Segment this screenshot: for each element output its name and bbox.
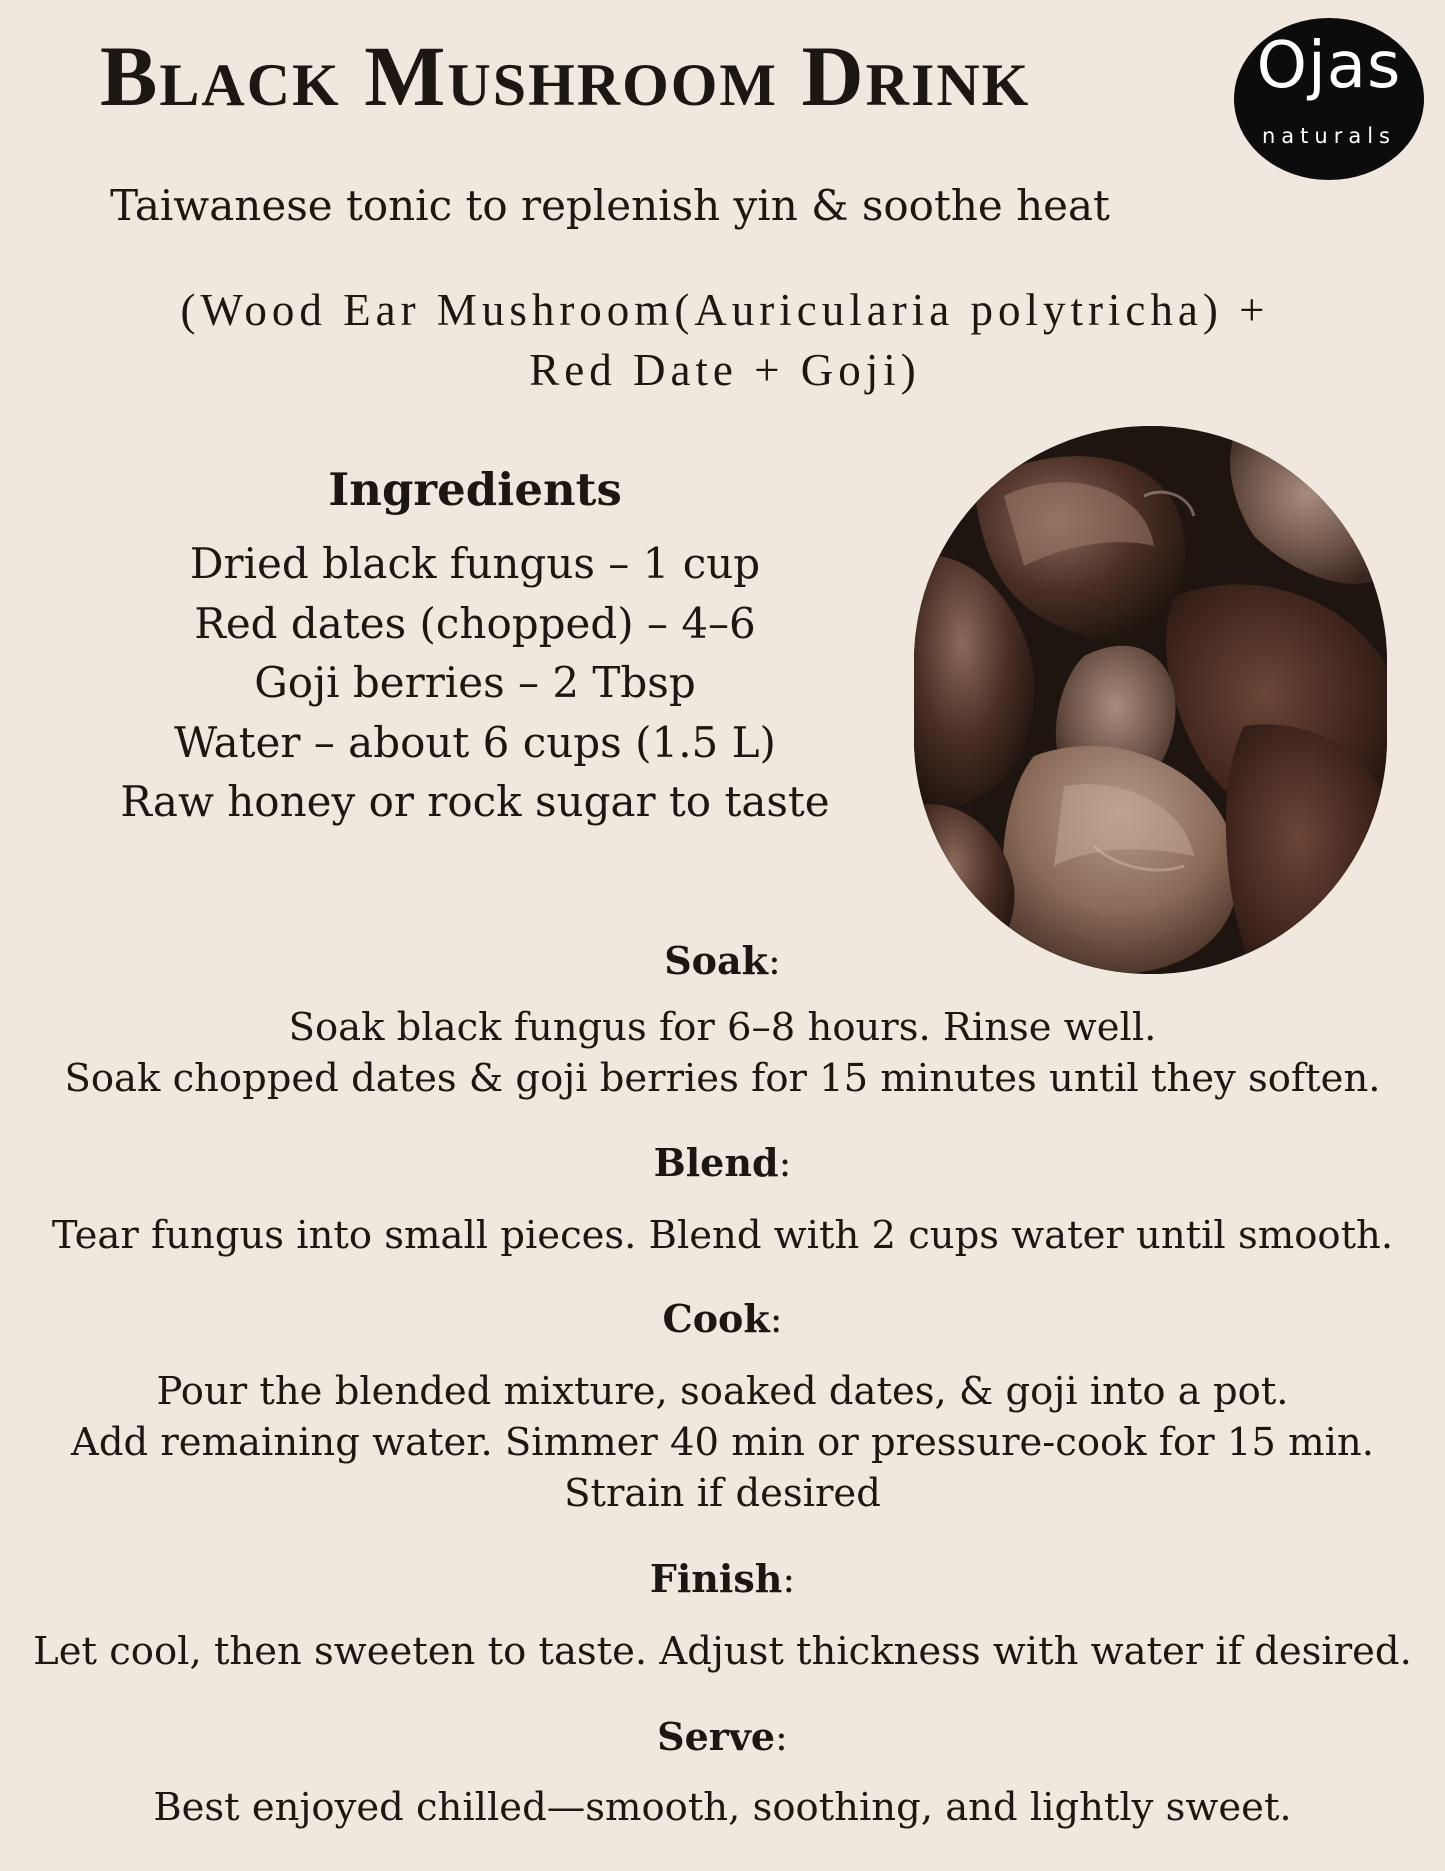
step-line: Strain if desired xyxy=(564,1471,881,1516)
step-title: Serve xyxy=(657,1714,776,1759)
step-text-blend xyxy=(20,1210,1425,1261)
formula xyxy=(40,280,1410,400)
step-title: Soak xyxy=(664,938,768,983)
logo-name: Ojas xyxy=(1256,29,1402,103)
step-heading-serve: Serve: xyxy=(657,1714,788,1759)
ingredient-item: Water – about 6 cups (1.5 L) xyxy=(174,717,776,767)
step-line: Tear fungus into small pieces. Blend with 2 cups water until smooth. xyxy=(51,1213,1394,1258)
ojas-naturals-logo xyxy=(1234,18,1424,180)
step-text-serve xyxy=(20,1782,1425,1833)
step-title: Cook xyxy=(662,1296,770,1341)
step-line: Let cool, then sweeten to taste. Adjust thickness with water if desired. xyxy=(33,1629,1412,1674)
ingredient-item: Raw honey or rock sugar to taste xyxy=(120,777,830,826)
step-line: Pour the blended mixture, soaked dates, & goji into a pot. xyxy=(156,1369,1289,1414)
step-heading-soak: Soak: xyxy=(664,938,781,983)
step-title: Blend xyxy=(653,1140,779,1185)
step-heading-cook: Cook: xyxy=(662,1296,783,1341)
step-title: Finish xyxy=(649,1556,783,1601)
step-line: Soak chopped dates & goji berries for 15 minutes until they soften. xyxy=(64,1056,1381,1101)
step-heading-finish: Finish: xyxy=(649,1556,796,1601)
step-text-soak xyxy=(20,1002,1425,1104)
logo-tagline: naturals xyxy=(1262,124,1396,148)
wood-ear-mushroom-photo xyxy=(914,426,1387,974)
step-line: Soak black fungus for 6–8 hours. Rinse well. xyxy=(288,1005,1157,1050)
step-heading-blend: Blend: xyxy=(653,1140,792,1185)
ingredient-item: Goji berries – 2 Tbsp xyxy=(254,658,696,707)
formula-line-1: (Wood Ear Mushroom(Auricularia polytricha) + xyxy=(180,285,1270,335)
step-line: Best enjoyed chilled—smooth, soothing, and lightly sweet. xyxy=(153,1785,1292,1830)
step-text-finish xyxy=(20,1626,1425,1677)
page-title: Black Mushroom Drink xyxy=(100,28,1031,124)
ingredient-item: Red dates (chopped) – 4–6 xyxy=(194,598,756,648)
ingredients-list xyxy=(75,534,875,832)
step-line: Add remaining water. Simmer 40 min or pressure-cook for 15 min. xyxy=(71,1420,1374,1465)
subtitle: Taiwanese tonic to replenish yin & soothe heat xyxy=(110,181,1110,230)
step-text-cook xyxy=(20,1366,1425,1519)
ingredients-section xyxy=(75,460,875,832)
ingredient-item: Dried black fungus – 1 cup xyxy=(189,539,761,588)
formula-line-2: Red Date + Goji) xyxy=(529,345,921,395)
ingredients-heading: Ingredients xyxy=(328,463,622,516)
